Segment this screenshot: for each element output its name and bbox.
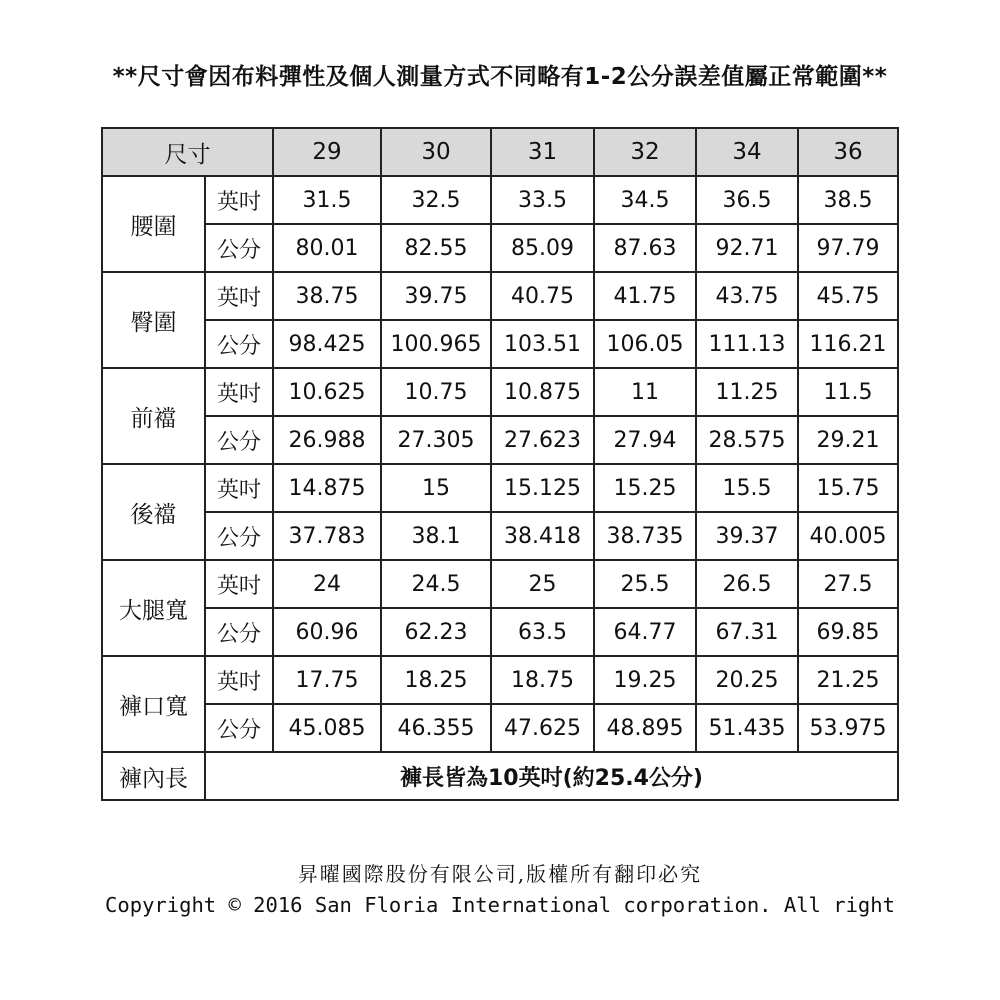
measurement-value: 26.5 xyxy=(696,560,798,608)
measurement-value: 80.01 xyxy=(273,224,381,272)
measurement-value: 20.25 xyxy=(696,656,798,704)
table-row xyxy=(102,656,898,704)
size-header-cell: 31 xyxy=(491,128,594,176)
measurement-value: 27.305 xyxy=(381,416,491,464)
size-header-cell: 30 xyxy=(381,128,491,176)
size-header-cell: 29 xyxy=(273,128,381,176)
measurement-value: 64.77 xyxy=(594,608,696,656)
unit-label: 公分 xyxy=(205,416,273,464)
measurement-value: 38.418 xyxy=(491,512,594,560)
measurement-value: 29.21 xyxy=(798,416,898,464)
size-chart-body xyxy=(102,128,898,800)
measurement-value: 34.5 xyxy=(594,176,696,224)
measurement-value: 106.05 xyxy=(594,320,696,368)
measurement-value: 25.5 xyxy=(594,560,696,608)
size-header-cell: 32 xyxy=(594,128,696,176)
table-row xyxy=(102,464,898,512)
measurement-value: 47.625 xyxy=(491,704,594,752)
measurement-value: 98.425 xyxy=(273,320,381,368)
table-row xyxy=(102,608,898,656)
measurement-value: 15.25 xyxy=(594,464,696,512)
copyright-text: Copyright © 2016 San Floria International corporation. All right xyxy=(105,893,895,917)
measurement-value: 14.875 xyxy=(273,464,381,512)
table-row xyxy=(102,512,898,560)
table-row xyxy=(102,320,898,368)
measurement-value: 85.09 xyxy=(491,224,594,272)
measurement-value: 27.94 xyxy=(594,416,696,464)
unit-label: 公分 xyxy=(205,224,273,272)
measurement-value: 63.5 xyxy=(491,608,594,656)
table-row xyxy=(102,416,898,464)
measurement-value: 38.5 xyxy=(798,176,898,224)
unit-label: 英吋 xyxy=(205,176,273,224)
unit-label: 英吋 xyxy=(205,656,273,704)
measurement-value: 25 xyxy=(491,560,594,608)
measurement-value: 32.5 xyxy=(381,176,491,224)
table-row xyxy=(102,176,898,224)
measurement-value: 45.75 xyxy=(798,272,898,320)
unit-label: 英吋 xyxy=(205,464,273,512)
measurement-value: 24 xyxy=(273,560,381,608)
unit-label: 公分 xyxy=(205,320,273,368)
measurement-value: 69.85 xyxy=(798,608,898,656)
size-header-cell: 36 xyxy=(798,128,898,176)
measurement-value: 100.965 xyxy=(381,320,491,368)
measurement-value: 87.63 xyxy=(594,224,696,272)
table-row xyxy=(102,560,898,608)
measurement-value: 111.13 xyxy=(696,320,798,368)
measurement-value: 18.25 xyxy=(381,656,491,704)
inseam-label: 褲內長 xyxy=(102,752,205,800)
measurement-value: 46.355 xyxy=(381,704,491,752)
measurement-value: 27.623 xyxy=(491,416,594,464)
unit-label: 英吋 xyxy=(205,272,273,320)
measurement-name: 前襠 xyxy=(102,368,205,464)
measurement-value: 10.625 xyxy=(273,368,381,416)
measurement-name: 腰圍 xyxy=(102,176,205,272)
measurement-value: 19.25 xyxy=(594,656,696,704)
measurement-value: 11 xyxy=(594,368,696,416)
unit-label: 英吋 xyxy=(205,560,273,608)
measurement-value: 97.79 xyxy=(798,224,898,272)
measurement-value: 11.5 xyxy=(798,368,898,416)
measurement-value: 36.5 xyxy=(696,176,798,224)
measurement-value: 15 xyxy=(381,464,491,512)
measurement-value: 38.735 xyxy=(594,512,696,560)
measurement-value: 10.75 xyxy=(381,368,491,416)
table-row xyxy=(102,224,898,272)
measurement-value: 10.875 xyxy=(491,368,594,416)
measurement-value: 39.75 xyxy=(381,272,491,320)
measurement-value: 51.435 xyxy=(696,704,798,752)
measurement-name: 後襠 xyxy=(102,464,205,560)
measurement-value: 24.5 xyxy=(381,560,491,608)
header-row xyxy=(102,128,898,176)
measurement-value: 48.895 xyxy=(594,704,696,752)
measurement-value: 38.75 xyxy=(273,272,381,320)
size-header-label: 尺寸 xyxy=(102,128,273,176)
inseam-note: 褲長皆為10英吋(約25.4公分) xyxy=(205,752,898,800)
measurement-value: 26.988 xyxy=(273,416,381,464)
measurement-value: 67.31 xyxy=(696,608,798,656)
measurement-value: 31.5 xyxy=(273,176,381,224)
size-header-cell: 34 xyxy=(696,128,798,176)
measurement-name: 大腿寬 xyxy=(102,560,205,656)
measurement-value: 39.37 xyxy=(696,512,798,560)
measurement-value: 17.75 xyxy=(273,656,381,704)
table-row xyxy=(102,704,898,752)
measurement-value: 62.23 xyxy=(381,608,491,656)
measurement-value: 37.783 xyxy=(273,512,381,560)
measurement-value: 60.96 xyxy=(273,608,381,656)
measurement-name: 褲口寬 xyxy=(102,656,205,752)
size-chart-table xyxy=(101,127,899,801)
measurement-name: 臀圍 xyxy=(102,272,205,368)
unit-label: 公分 xyxy=(205,512,273,560)
unit-label: 公分 xyxy=(205,704,273,752)
measurement-value: 43.75 xyxy=(696,272,798,320)
table-row xyxy=(102,368,898,416)
size-tolerance-notice: **尺寸會因布料彈性及個人測量方式不同略有1-2公分誤差值屬正常範圍** xyxy=(112,64,888,90)
measurement-value: 11.25 xyxy=(696,368,798,416)
measurement-value: 33.5 xyxy=(491,176,594,224)
measurement-value: 18.75 xyxy=(491,656,594,704)
measurement-value: 28.575 xyxy=(696,416,798,464)
measurement-value: 40.005 xyxy=(798,512,898,560)
inseam-row xyxy=(102,752,898,800)
unit-label: 英吋 xyxy=(205,368,273,416)
company-rights-text: 昇曜國際股份有限公司,版權所有翻印必究 xyxy=(297,862,703,886)
measurement-value: 116.21 xyxy=(798,320,898,368)
table-row xyxy=(102,272,898,320)
unit-label: 公分 xyxy=(205,608,273,656)
measurement-value: 53.975 xyxy=(798,704,898,752)
measurement-value: 82.55 xyxy=(381,224,491,272)
measurement-value: 15.5 xyxy=(696,464,798,512)
measurement-value: 41.75 xyxy=(594,272,696,320)
measurement-value: 21.25 xyxy=(798,656,898,704)
measurement-value: 38.1 xyxy=(381,512,491,560)
measurement-value: 103.51 xyxy=(491,320,594,368)
measurement-value: 92.71 xyxy=(696,224,798,272)
measurement-value: 15.75 xyxy=(798,464,898,512)
measurement-value: 40.75 xyxy=(491,272,594,320)
measurement-value: 15.125 xyxy=(491,464,594,512)
measurement-value: 45.085 xyxy=(273,704,381,752)
measurement-value: 27.5 xyxy=(798,560,898,608)
